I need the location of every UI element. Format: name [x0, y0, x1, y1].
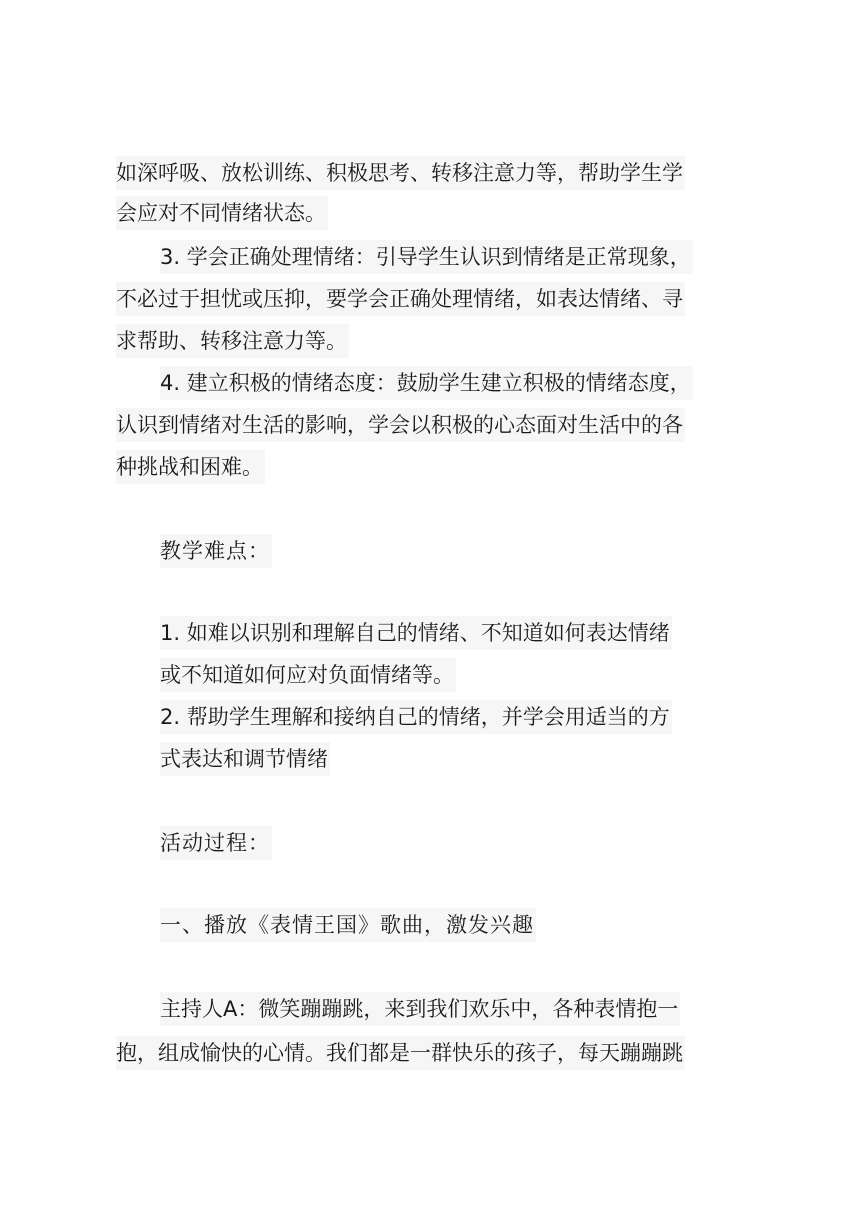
difficulty-item-1: 1. 如难以识别和理解自己的情绪、不知道如何表达情绪	[160, 616, 672, 650]
paragraph-line: 会应对不同情绪状态。	[116, 196, 328, 230]
paragraph-line: 种挑战和困难。	[116, 450, 265, 484]
difficulties-heading: 教学难点：	[160, 534, 272, 568]
paragraph-line: 或不知道如何应对负面情绪等。	[160, 658, 456, 692]
process-heading: 活动过程：	[160, 826, 272, 860]
host-a-line: 主持人A：微笑蹦蹦跳，来到我们欢乐中，各种表情抱一	[160, 992, 680, 1026]
list-item-3: 3. 学会正确处理情绪：引导学生认识到情绪是正常现象，	[160, 240, 693, 274]
paragraph-line: 如深呼吸、放松训练、积极思考、转移注意力等，帮助学生学	[116, 156, 685, 190]
paragraph-line: 求帮助、转移注意力等。	[116, 324, 349, 358]
paragraph-line: 不必过于担忧或压抑，要学会正确处理情绪，如表达情绪、寻	[116, 282, 685, 316]
paragraph-line: 式表达和调节情绪	[160, 742, 330, 776]
difficulty-item-2: 2. 帮助学生理解和接纳自己的情绪，并学会用适当的方	[160, 700, 672, 734]
paragraph-line: 抱，组成愉快的心情。我们都是一群快乐的孩子，每天蹦蹦跳	[116, 1036, 685, 1070]
section-heading: 一、播放《表情王国》歌曲，激发兴趣	[160, 908, 536, 942]
paragraph-line: 认识到情绪对生活的影响，学会以积极的心态面对生活中的各	[116, 408, 685, 442]
list-item-4: 4. 建立积极的情绪态度：鼓励学生建立积极的情绪态度，	[160, 366, 693, 400]
